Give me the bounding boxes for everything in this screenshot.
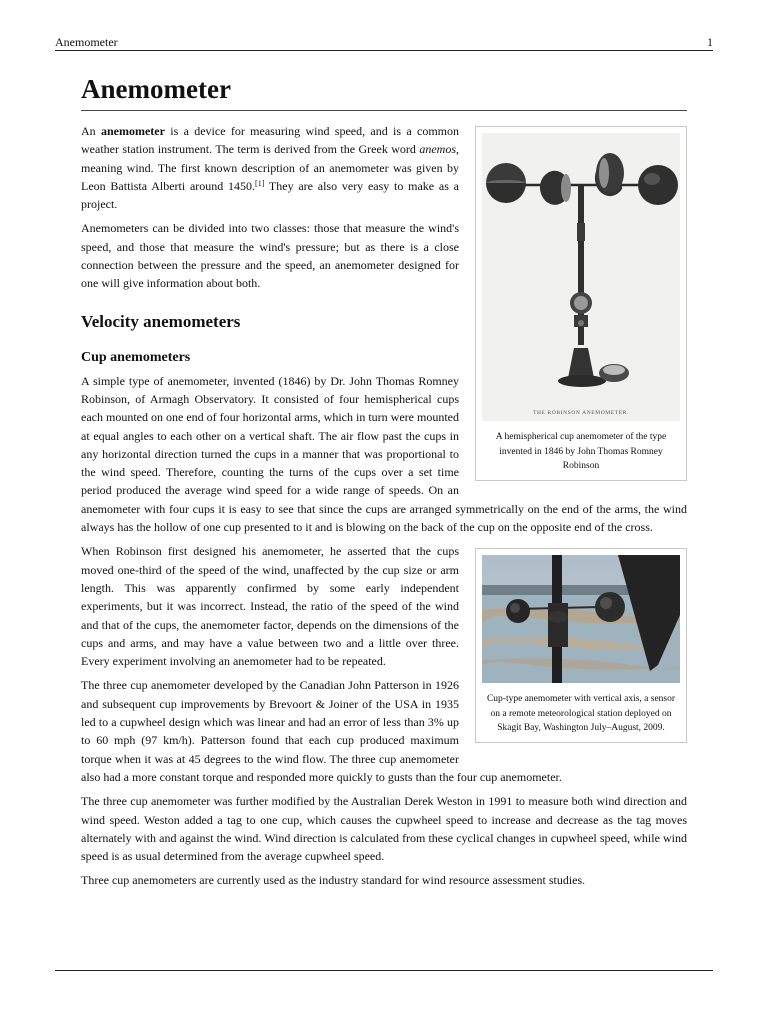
robinson-anemometer-image <box>482 133 680 421</box>
running-header <box>55 35 713 50</box>
running-title: Anemometer <box>55 35 118 49</box>
figure-robinson-anemometer <box>475 126 687 481</box>
intro-paragraph-2: Anemometers can be divided into two classes: those that measure the wind's speed, and those that measure the wind's pressure; but as there is a close connection between the pressure and the speed, an anemometer designed for one will give information about both. <box>81 221 459 291</box>
cup-paragraph-5: Three cup anemometers are currently used as the industry standard for wind resource assessment studies. <box>81 873 586 888</box>
footer-rule <box>55 970 713 971</box>
page-number: 1 <box>707 35 713 49</box>
intro-paragraph-1: An anemometer is a device for measuring wind speed, and is a common weather station instrument. The term is derived from the Greek word anemos, meaning wind. The first known description of an anemometer was given by Leon Battista Alberti around 1450.[1] They are also very easy to make as a project. <box>81 124 459 212</box>
skagit-anemometer-photo <box>482 555 680 683</box>
cup-paragraph-1: A simple type of anemometer, invented (1846) by Dr. John Thomas Romney Robinson, of Armagh Observatory. It consisted of four hemispherical cups each mounted on one end of four horizontal arms, which in turn were mounted at equal angles to each other on a vertical shaft. The air flow past the cups in any horizontal direction turned the cups in a manner that was proportional to the wind speed. Therefore, counting the turns of the cups over a set time period produced the average wind speed for a wide range of speeds. On an anemometer with four cups it is easy to see that since the cups are arranged symmetrically on the end of the arms, the wind always has the hollow of one cup presented to it and is blowing on the back of the cup on the opposite end of the cross. <box>81 373 687 535</box>
section-heading-velocity: Velocity anemometers <box>81 311 241 331</box>
header-rule <box>55 50 713 51</box>
figure-caption: Cup-type anemometer with vertical axis, a sensor on a remote meteorological station deployed on Skagit Bay, Washington July–August, 2009. <box>486 694 676 734</box>
figure-caption: A hemispherical cup anemometer of the type invented in 1846 by John Thomas Romney Robinson <box>495 432 667 471</box>
cup-paragraph-2: When Robinson first designed his anemometer, he asserted that the cups moved one-third of the speed of the wind, unaffected by the cup size or arm length. This was apparently confirmed by some early independent experiments, but it was incorrect. Instead, the ratio of the speed of the wind and that of the cups, the anemometer factor, depends on the dimensions of the cups and arms, and may have a value between two and a little over three. Every experiment involving an anemometer had to be repeated. <box>81 544 459 669</box>
cup-paragraph-4: The three cup anemometer was further modified by the Australian Derek Weston in 1991 to measure both wind direction and wind speed. Weston added a tag to one cup, which causes the cupwheel speed to increase and decrease as the tag moves alternately with and against the wind. Wind direction is calculated from these cyclical changes in cupwheel speed, while wind speed is as usual determined from the average cupwheel speed. <box>81 794 687 864</box>
plate-label: THE ROBINSON ANEMOMETER. <box>533 410 629 416</box>
reference-link[interactable]: [1] <box>255 178 265 188</box>
subsection-heading-cup: Cup anemometers <box>81 349 191 365</box>
article-body <box>81 70 687 896</box>
cup-paragraph-3: The three cup anemometer developed by the Canadian John Patterson in 1926 and subsequent cup improvements by Brevoort & Joiner of the USA in 1935 led to a cupwheel design which was linear and had an error of less than 3% up to 60 mph (97 km/h). Patterson found that each cup produced maximum torque when it was at 45 degrees to the wind flow. The three cup anemometer also had a more constant torque and responded more quickly to gusts than the four cup anemometer. <box>81 678 562 784</box>
page-title: Anemometer <box>81 70 687 111</box>
figure-skagit-anemometer <box>475 548 687 743</box>
